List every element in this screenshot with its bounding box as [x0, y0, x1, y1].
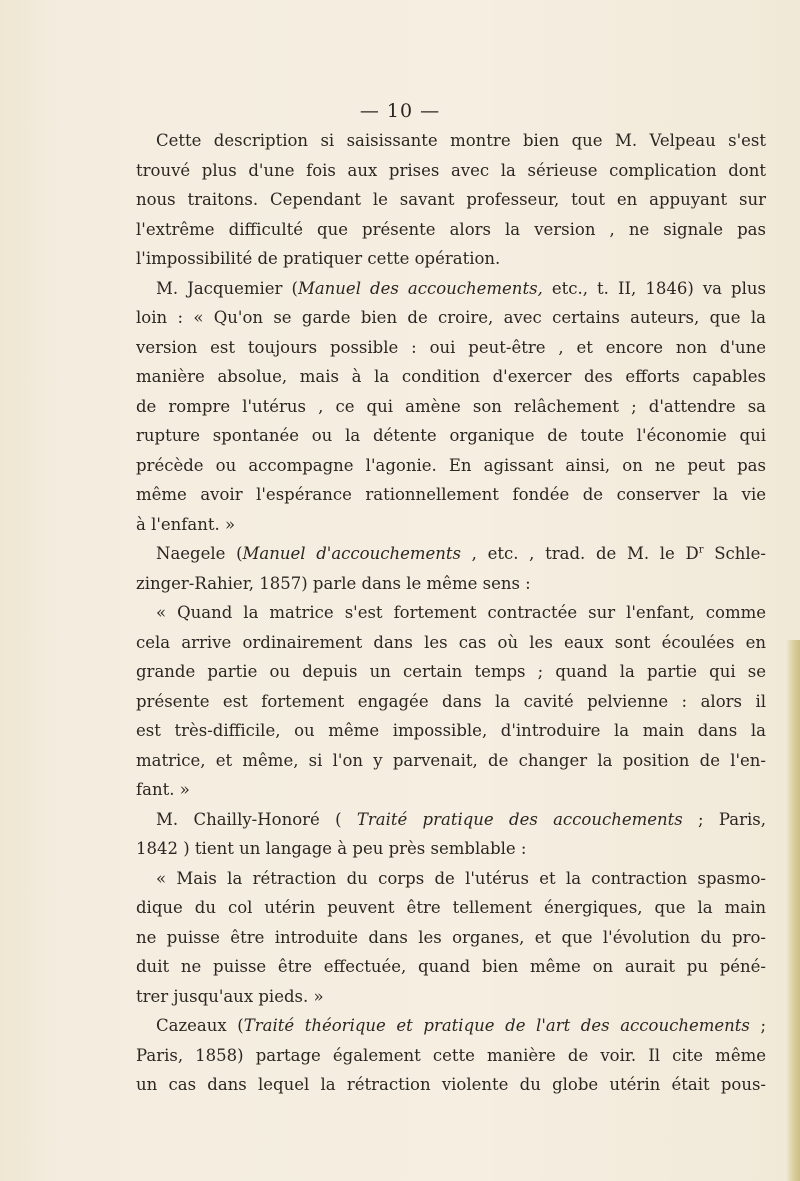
text-line	[136, 657, 766, 687]
text-line	[136, 126, 766, 156]
text-line	[136, 451, 766, 481]
text-segment: r	[698, 544, 704, 556]
text-line	[136, 333, 766, 363]
text-segment: « Mais la rétraction du corps de l'utérus et la contraction spasmo-	[156, 868, 766, 888]
text-segment: zinger-Rahier, 1857) parle dans le même sens :	[136, 573, 531, 593]
text-line	[136, 805, 766, 835]
italic-title: Traité théorique et pratique de l'art des accouchements	[243, 1016, 750, 1035]
text-segment: précède ou accompagne l'agonie. En agissant ainsi, on ne peut pas	[136, 455, 766, 475]
text-segment: Paris, 1858) partage également cette manière de voir. Il cite même	[136, 1045, 766, 1065]
text-segment: à l'enfant. »	[136, 514, 236, 534]
text-segment: même avoir l'espérance rationnellement fondée de conserver la vie	[136, 485, 766, 504]
text-segment: Cazeaux (	[156, 1016, 244, 1035]
text-segment: « Quand la matrice s'est fortement contractée sur l'enfant, comme	[156, 603, 766, 622]
italic-title: Manuel d'accouchements	[242, 544, 461, 563]
text-segment: de rompre l'utérus , ce qui amène son relâchement ; d'attendre sa	[136, 396, 766, 416]
text-line	[136, 864, 766, 894]
text-segment: etc., t. II, 1846) va plus	[542, 278, 766, 298]
text-line	[136, 215, 766, 245]
body-text	[136, 126, 766, 1100]
text-line	[136, 687, 766, 717]
text-line	[136, 952, 766, 982]
text-segment: M. Chailly-Honoré (	[156, 809, 357, 829]
text-segment: cela arrive ordinairement dans les cas où les eaux sont écoulées en	[136, 632, 766, 652]
text-segment: Schle-	[703, 544, 766, 563]
text-line	[136, 775, 766, 805]
text-line	[136, 1041, 766, 1071]
text-line	[136, 480, 766, 510]
text-line	[136, 834, 766, 864]
text-line	[136, 598, 766, 628]
text-line	[136, 510, 766, 540]
text-segment: manière absolue, mais à la condition d'exercer des efforts capables	[136, 367, 766, 386]
text-line	[136, 421, 766, 451]
text-line	[136, 244, 766, 274]
text-segment: un cas dans lequel la rétraction violente du globe utérin était pous-	[136, 1075, 766, 1094]
text-segment: Naegele (	[156, 544, 243, 563]
text-segment: l'extrême difficulté que présente alors la version , ne signale pas	[136, 219, 766, 239]
text-line	[136, 716, 766, 746]
text-segment: M. Jacquemier (	[156, 278, 298, 298]
text-segment: présente est fortement engagée dans la cavité pelvienne : alors il	[136, 691, 766, 711]
text-segment: duit ne puisse être effectuée, quand bien même on aurait pu péné-	[136, 957, 766, 976]
text-line	[136, 923, 766, 953]
text-line	[136, 628, 766, 658]
text-segment: 1842 ) tient un langage à peu près semblable :	[136, 839, 527, 858]
text-line	[136, 569, 766, 599]
text-segment: , etc. , trad. de M. le D	[461, 544, 699, 563]
text-segment: nous traitons. Cependant le savant professeur, tout en appuyant sur	[136, 190, 766, 209]
italic-title: Manuel des accouchements,	[297, 278, 543, 298]
text-line	[136, 303, 766, 333]
text-line	[136, 392, 766, 422]
page-edge-shadow	[786, 640, 800, 1181]
text-segment: l'impossibilité de pratiquer cette opération.	[136, 249, 501, 268]
text-segment: dique du col utérin peuvent être tellement énergiques, que la main	[136, 898, 766, 917]
text-line	[136, 746, 766, 776]
text-line	[136, 893, 766, 923]
text-segment: ; Paris,	[682, 809, 766, 829]
text-line	[136, 1070, 766, 1100]
text-segment: est très-difficile, ou même impossible, d'introduire la main dans la	[136, 721, 766, 740]
text-segment: trer jusqu'aux pieds. »	[136, 986, 324, 1006]
page-number: — 10 —	[359, 100, 441, 122]
text-line	[136, 156, 766, 186]
text-segment: ne puisse être introduite dans les organes, et que l'évolution du pro-	[136, 927, 766, 947]
text-segment: ;	[749, 1016, 767, 1035]
text-line	[136, 982, 766, 1012]
text-segment: grande partie ou depuis un certain temps ; quand la partie qui se	[136, 662, 766, 681]
text-segment: matrice, et même, si l'on y parvenait, de changer la position de l'en-	[136, 750, 766, 770]
text-segment: fant. »	[136, 780, 190, 799]
italic-title: Traité pratique des accouchements	[356, 809, 683, 829]
text-segment: version est toujours possible : oui peut-être , et encore non d'une	[136, 337, 766, 357]
text-segment: rupture spontanée ou la détente organique de toute l'économie qui	[136, 426, 766, 445]
text-segment: trouvé plus d'une fois aux prises avec la sérieuse complication dont	[136, 160, 766, 180]
text-line	[136, 185, 766, 215]
text-line	[136, 539, 766, 569]
text-line	[136, 362, 766, 392]
text-line	[136, 1011, 766, 1041]
text-line	[136, 274, 766, 304]
text-segment: Cette description si saisissante montre bien que M. Velpeau s'est	[156, 131, 766, 150]
text-segment: loin : « Qu'on se garde bien de croire, avec certains auteurs, que la	[136, 308, 766, 327]
